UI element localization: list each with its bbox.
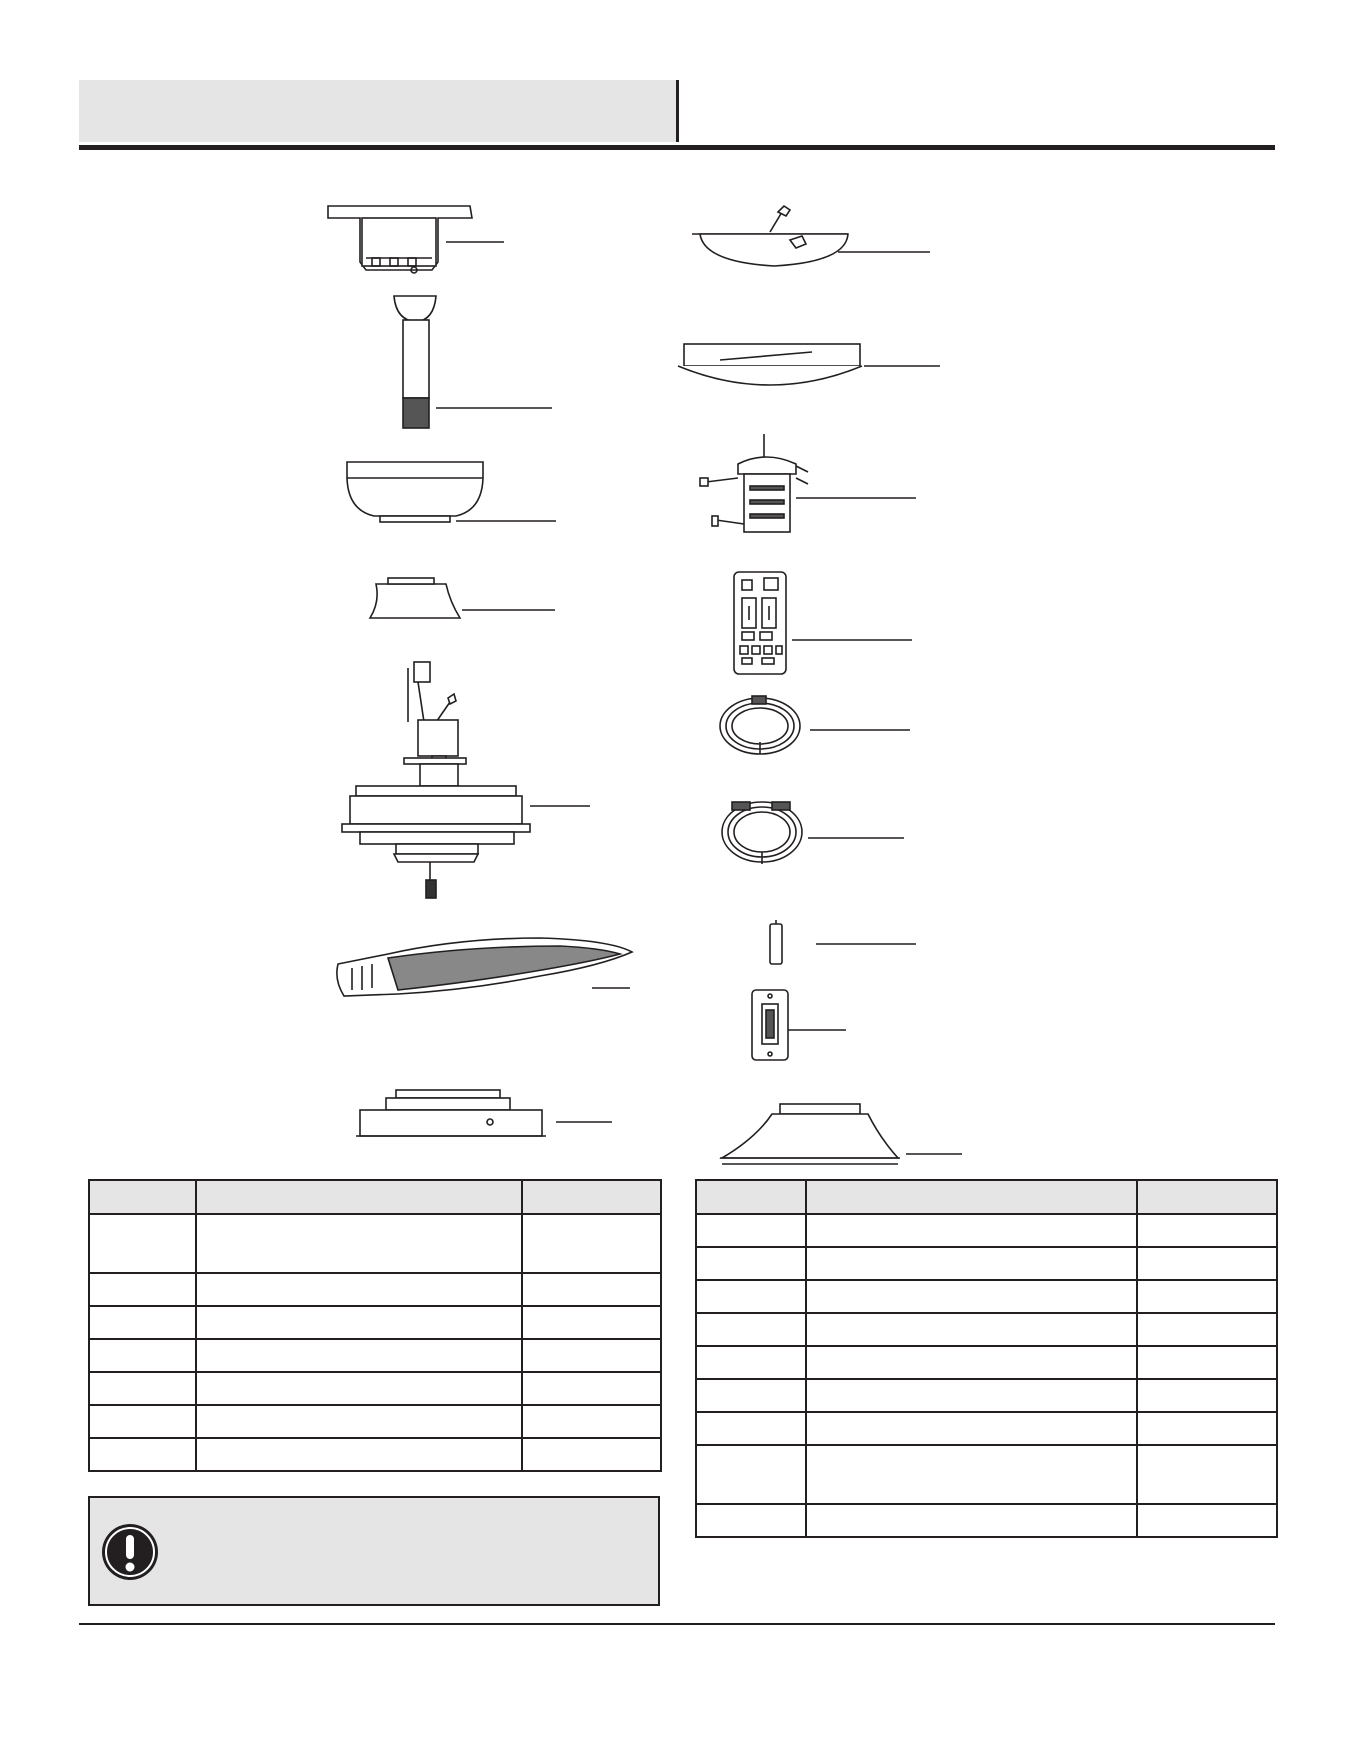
part-quantity — [522, 1438, 661, 1471]
part-description — [196, 1339, 522, 1372]
part-description — [806, 1247, 1137, 1280]
part-letter — [696, 1346, 806, 1379]
part-description — [806, 1214, 1137, 1247]
parts-table-left — [88, 1179, 662, 1472]
table-header-row — [89, 1180, 661, 1214]
part-letter — [696, 1445, 806, 1504]
table-row — [89, 1306, 661, 1339]
part-quantity — [1137, 1504, 1277, 1537]
table-row — [89, 1214, 661, 1273]
part-letter — [696, 1313, 806, 1346]
table-row — [89, 1273, 661, 1306]
table-row — [696, 1445, 1277, 1504]
table-row — [696, 1280, 1277, 1313]
remote-holder-illustration — [752, 990, 846, 1060]
column-header-quantity — [1137, 1180, 1277, 1214]
part-letter — [89, 1306, 196, 1339]
header-title-bar — [79, 80, 678, 142]
receiver-illustration — [700, 434, 916, 532]
canopy-cover-illustration — [370, 578, 555, 618]
remote-control-illustration — [734, 572, 912, 674]
part-quantity — [1137, 1214, 1277, 1247]
part-quantity — [1137, 1346, 1277, 1379]
part-letter — [696, 1504, 806, 1537]
part-letter — [89, 1214, 196, 1273]
table-row — [696, 1412, 1277, 1445]
motor-assembly-illustration — [342, 662, 590, 898]
part-quantity — [1137, 1445, 1277, 1504]
column-header-part — [696, 1180, 806, 1214]
switch-housing-illustration — [720, 1104, 962, 1164]
table-row — [89, 1339, 661, 1372]
part-quantity — [522, 1306, 661, 1339]
part-description — [196, 1273, 522, 1306]
part-letter — [696, 1214, 806, 1247]
notice-box — [88, 1496, 660, 1606]
table-row — [89, 1438, 661, 1471]
part-quantity — [1137, 1280, 1277, 1313]
blade-illustration — [337, 938, 632, 996]
part-quantity — [522, 1273, 661, 1306]
part-description — [806, 1346, 1137, 1379]
column-header-part — [89, 1180, 196, 1214]
column-header-quantity — [522, 1180, 661, 1214]
glass-shade-illustration — [678, 344, 940, 385]
part-description — [196, 1372, 522, 1405]
part-description — [196, 1214, 522, 1273]
battery-illustration — [770, 920, 916, 964]
table-row — [696, 1346, 1277, 1379]
exclamation-circle-icon — [100, 1522, 160, 1582]
extension-wire-illustration — [722, 802, 904, 864]
part-description — [806, 1379, 1137, 1412]
table-row — [89, 1405, 661, 1438]
footer-rule — [79, 1623, 1275, 1625]
part-description — [806, 1313, 1137, 1346]
table-row — [696, 1379, 1277, 1412]
part-letter — [89, 1339, 196, 1372]
light-kit-adapter-illustration — [356, 1090, 612, 1136]
part-letter — [696, 1280, 806, 1313]
part-letter — [89, 1438, 196, 1471]
part-letter — [89, 1405, 196, 1438]
part-quantity — [522, 1214, 661, 1273]
part-description — [806, 1280, 1137, 1313]
table-row — [89, 1372, 661, 1405]
part-description — [806, 1445, 1137, 1504]
part-quantity — [522, 1405, 661, 1438]
table-row — [696, 1313, 1277, 1346]
part-letter — [696, 1379, 806, 1412]
part-letter — [696, 1247, 806, 1280]
part-quantity — [522, 1339, 661, 1372]
part-quantity — [522, 1372, 661, 1405]
table-row — [696, 1504, 1277, 1537]
canopy-illustration — [347, 462, 556, 522]
header-divider — [676, 80, 679, 142]
table-row — [696, 1214, 1277, 1247]
part-quantity — [1137, 1313, 1277, 1346]
header-rule — [79, 145, 1275, 150]
parts-table-right — [695, 1179, 1278, 1538]
column-header-description — [196, 1180, 522, 1214]
table-row — [696, 1247, 1277, 1280]
part-quantity — [1137, 1379, 1277, 1412]
downrod-illustration — [394, 296, 552, 428]
table-header-row — [696, 1180, 1277, 1214]
part-description — [196, 1405, 522, 1438]
part-description — [196, 1306, 522, 1339]
part-description — [196, 1438, 522, 1471]
mounting-bracket-illustration — [328, 206, 504, 273]
part-letter — [89, 1273, 196, 1306]
part-description — [806, 1504, 1137, 1537]
part-letter — [696, 1412, 806, 1445]
wire-coil-illustration — [720, 696, 910, 754]
part-quantity — [1137, 1247, 1277, 1280]
part-letter — [89, 1372, 196, 1405]
column-header-description — [806, 1180, 1137, 1214]
part-quantity — [1137, 1412, 1277, 1445]
light-kit-illustration — [692, 206, 930, 266]
part-description — [806, 1412, 1137, 1445]
